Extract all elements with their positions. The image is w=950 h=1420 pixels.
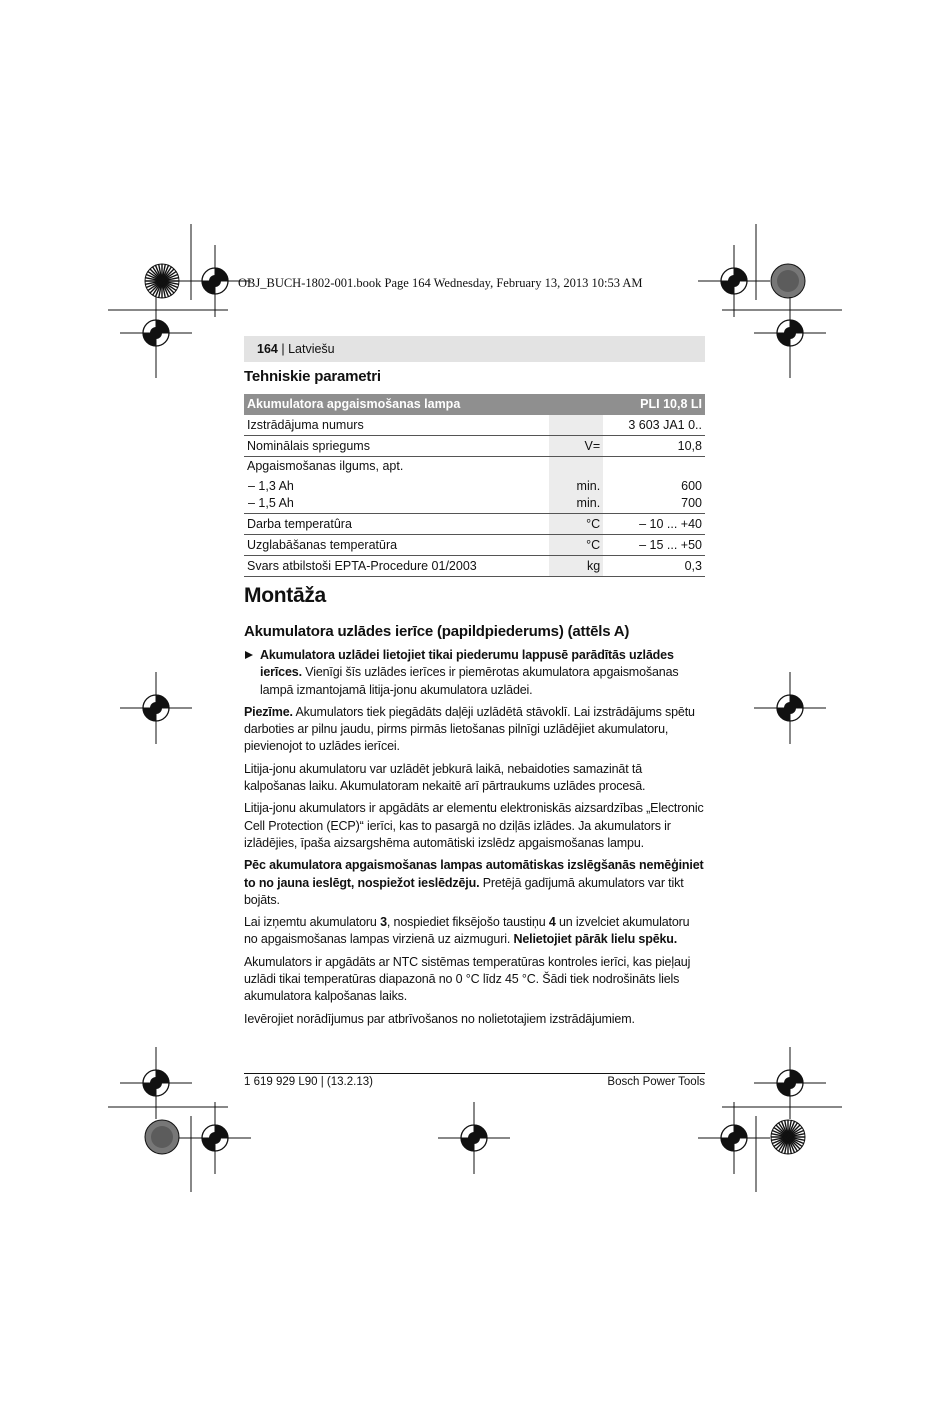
bullet-bold: Akumulatora uzlādei lietojiet tikai piederumu lappusē parādītās uzlādes ierīces.	[260, 648, 674, 680]
note-paragraph	[244, 704, 705, 756]
spec-value: 3 603 JA1 0..	[603, 415, 705, 436]
tech-heading: Tehniskie parametri	[244, 368, 381, 385]
spec-value	[603, 457, 705, 514]
ref-number-4: 4	[548, 915, 556, 930]
montaza-title: Montāža	[244, 584, 326, 607]
remove-text-1: Lai izņemtu akumulatoru	[244, 915, 381, 930]
footer-brand: Bosch Power Tools	[607, 1076, 705, 1088]
spec-label: Svars atbilstoši EPTA-Procedure 01/2003	[244, 556, 549, 577]
spec-value: 10,8	[603, 436, 705, 457]
spec-head-label: Akumulatora apgaismošanas lampa	[244, 394, 603, 415]
spec-table	[244, 394, 705, 577]
spec-unit: kg	[549, 556, 603, 577]
remove-text-2: , nospiediet fiksējošo taustiņu	[386, 915, 549, 930]
spec-unit	[549, 415, 603, 436]
header-separator: |	[281, 342, 285, 356]
footer-divider	[244, 1073, 705, 1074]
paragraph-ecp: Litija-jonu akumulators ir apgādāts ar elementu elektroniskās aizsardzības „Electronic Cell Protection (ECP)“ ierīci, kas to pasargā no dziļās izlādes. Ja akumulators ir izlādējies, īpaša aizsargshēma automātiski izslēdz apgaismošanas lampu.	[244, 801, 704, 850]
bullet-triangle-icon	[245, 651, 253, 659]
warning-bold: Pēc akumulatora apgaismošanas lampas automātiskas izslēgšanās nemēģiniet to no jauna ieslēgt, nospiežot ieslēdzēju.	[244, 858, 704, 890]
spec-value-sub: 700	[681, 496, 702, 510]
ref-number-3: 3	[380, 915, 387, 930]
spec-head-value: PLI 10,8 LI	[603, 394, 705, 415]
spec-value: – 15 ... +50	[603, 535, 705, 556]
spec-value-main	[606, 458, 702, 475]
page-number: 164	[257, 342, 278, 356]
paragraph-remove-battery	[244, 914, 705, 949]
bullet-text: Vienīgi šīs uzlādes ierīces ir piemērotas akumulatora apgaismošanas lampā izmantojamā litija-jonu akumulatora uzlādei.	[260, 665, 679, 697]
spec-unit: °C	[549, 514, 603, 535]
spec-value: 0,3	[603, 556, 705, 577]
remove-text-3: un izvelciet akumulatoru no apgaismošanas lampas virzienā uz aizmuguri.	[244, 915, 690, 947]
spec-label-main: Apgaismošanas ilgums, apt.	[247, 459, 404, 473]
spec-table-header	[244, 394, 705, 415]
charger-subheading: Akumulatora uzlādes ierīce (papildpiederums) (attēls A)	[244, 623, 630, 640]
table-row	[244, 457, 705, 514]
page-header-bar	[244, 336, 705, 362]
table-row	[244, 535, 705, 556]
table-row	[244, 436, 705, 457]
spec-label-sub: – 1,3 Ah	[248, 479, 294, 493]
spec-unit-main	[552, 458, 600, 475]
paragraph-ntc: Akumulators ir apgādāts ar NTC sistēmas temperatūras kontroles ierīci, kas pieļauj uzlādi tikai temperatūras diapazonā no 0 °C līdz 45 °C. Šādi tiek nodrošināts liels akumulatora kalpošanas laiks.	[244, 954, 691, 1004]
paragraph-warning	[244, 857, 705, 909]
spec-unit-sub: min.	[576, 479, 601, 493]
spec-value: – 10 ... +40	[603, 514, 705, 535]
warning-text: Pretējā gadījumā akumulators var tikt bojāts.	[244, 875, 684, 907]
table-row	[244, 415, 705, 436]
spec-unit-sub: min.	[576, 496, 601, 510]
table-row	[244, 514, 705, 535]
print-slug: OBJ_BUCH-1802-001.book Page 164 Wednesday, February 13, 2013 10:53 AM	[238, 276, 643, 290]
note-text: Akumulators tiek piegādāts daļēji uzlādētā stāvoklī. Lai izstrādājums spētu darboties ar pilnu jaudu, pirms pirmās lietošanas pilnīgi uzlādējiet akumulatoru, pievienojot to uzlādes ierīcei.	[244, 704, 695, 754]
spec-label: Nominālais spriegums	[244, 436, 549, 457]
spec-unit	[549, 457, 603, 514]
spec-value-sub: 600	[681, 479, 702, 493]
spec-unit: V=	[549, 436, 603, 457]
header-language: Latviešu	[288, 342, 335, 356]
spec-label: Izstrādājuma numurs	[244, 415, 549, 436]
spec-label	[244, 457, 549, 514]
spec-unit: °C	[549, 535, 603, 556]
paragraph-disposal: Ievērojiet norādījumus par atbrīvošanos no nolietotajiem izstrādājumiem.	[244, 1011, 635, 1026]
spec-label-sub: – 1,5 Ah	[248, 496, 294, 510]
remove-bold-warning: Nelietojiet pārāk lielu spēku.	[513, 932, 678, 947]
charger-bullet	[244, 647, 705, 699]
table-row	[244, 556, 705, 577]
page-content	[244, 368, 705, 1033]
footer-doc-number: 1 619 929 L90 | (13.2.13)	[244, 1076, 373, 1088]
spec-label: Darba temperatûra	[244, 514, 549, 535]
spec-label: Uzglabāšanas temperatūra	[244, 535, 549, 556]
note-bold: Piezīme.	[244, 704, 293, 719]
paragraph-charging: Litija-jonu akumulatoru var uzlādēt jebkurā laikā, nebaidoties samazināt tā kalpošanas laiku. Akumulatoram nekaitē arī pārtraukums uzlādes procesā.	[244, 761, 646, 794]
